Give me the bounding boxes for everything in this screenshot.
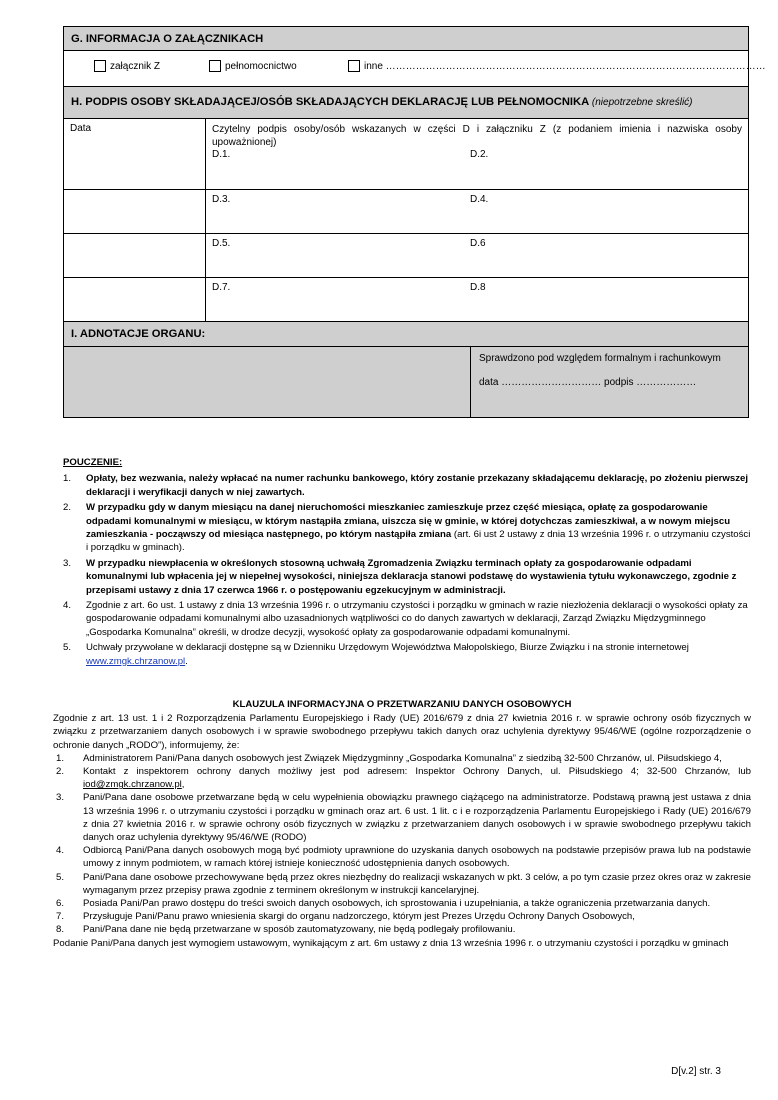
item-text: Przysługuje Pani/Panu prawo wniesienia skargi do organu nadzorczego, którym jest Prezes Urzędu Ochrony Danych Osobowych,	[83, 911, 635, 923]
other-label: inne ……………………………………………………………………………………………………	[364, 60, 766, 72]
item-number: 6.	[56, 898, 65, 910]
field-d5: D.5.	[212, 238, 231, 249]
item-number: 3.	[63, 557, 72, 569]
field-d6: D.6	[470, 238, 486, 249]
item-text: Posiada Pani/Pan prawo dostępu do treści swoich danych osobowych, ich sprostowania i uzupełniania, a także ograniczenia przetwarzania danych.	[83, 898, 711, 910]
section-g-header	[64, 27, 749, 51]
item-text: Administratorem Pani/Pana danych osobowych jest Związek Międzygminny „Gospodarka Komunalna” z siedzibą 32-500 Chrzanów, ul. Piłsudskiego 4,	[83, 752, 722, 764]
clause-item-2	[53, 765, 751, 791]
declaration-form-table	[63, 26, 766, 418]
item-number: 5.	[63, 642, 72, 654]
authority-check-cell[interactable]	[471, 347, 749, 418]
item-number: 5.	[56, 871, 65, 883]
item-text: Zgodnie z art. 6o ust. 1 ustawy z dnia 13 września 1996 r. o utrzymaniu czystości i porządku w gminach w razie niezłożenia deklaracji o wysokości opłaty za gospodarowanie odpadami komunalnymi albo uzasadnionych wątpliwości co do danych zawartych w deklaracji, Zarząd Związku Międzygminnego „Gospodarka Komunalna” określi, w drodze decyzji, wysokość opłaty za gospodarowanie odpadami komunalnymi.	[86, 600, 748, 638]
clause-item-5	[53, 871, 751, 897]
section-h-note: (niepotrzebne skreślić)	[591, 97, 693, 108]
checked-statement: Sprawdzono pod względem formalnym i rachunkowym	[479, 353, 721, 364]
privacy-clause-section	[53, 698, 751, 950]
signature-cell-2[interactable]	[206, 190, 749, 234]
checkbox-box[interactable]	[94, 60, 106, 72]
checkbox-box[interactable]	[209, 60, 221, 72]
item-text: Pani/Pana dane osobowe przechowywane będą przez okres niezbędny do realizacji wskazanych w pkt. 3 celów, a po tym czasie przez okres oraz w zakresie wymaganym przez przepisy prawa zgodnie z terminem określonym w instrukcji kancelaryjnej.	[83, 871, 751, 896]
instructions-title: POUCZENIE:	[63, 457, 123, 468]
page-footer: D[v.2] str. 3	[671, 1066, 721, 1077]
instructions-section	[63, 456, 751, 670]
item-text-bold: W przypadku niewpłacenia w określonych stosowną uchwałą Zgromadzenia Związku terminach opłaty za gospodarowanie odpadami komunalnymi lub wpłacenia jej w niepełnej wysokości, niniejsza deklaracja stanowi podstawę do wystawienia tytułu wykonawczego, zgodnie z przepisami ustawy z dnia 17 czerwca 1966 r. o postępowaniu egzekucyjnym w administracji.	[86, 557, 737, 596]
section-h-title: H. PODPIS OSOBY SKŁADAJĄCEJ/OSÓB SKŁADAJĄCYCH DEKLARACJĘ LUB PEŁNOMOCNIKA	[71, 96, 589, 108]
item-text-bold: W przypadku gdy w danym miesiącu na danej nieruchomości mieszkaniec zamieszkuje przez część miesiąca, opłatę za gospodarowanie odpadami komunalnymi w miesiącu, w którym nastąpiła zmiana, uiszcza się w gminie, w której dotychczas zamieszkiwał, a w nowym miejscu zamieszkania - począwszy od miesiąca następnego, po którym nastąpiła zmiana	[86, 502, 731, 541]
item-number: 2.	[63, 502, 72, 514]
power-of-attorney-label: pełnomocnictwo	[225, 60, 297, 72]
power-of-attorney-checkbox[interactable]	[209, 60, 297, 72]
item-text: (art. 6i ust 2 ustawy z dnia 13 września 1996 r. o utrzymaniu czystości i porządku w gminach).	[86, 529, 751, 554]
item-number: 2.	[56, 766, 65, 778]
privacy-clause-closing: Podanie Pani/Pana danych jest wymogiem ustawowym, wynikającym z art. 6m ustawy z dnia 13 września 1996 r. o utrzymaniu czystości i porządku w gminach	[53, 937, 729, 949]
attachment-z-checkbox[interactable]	[94, 60, 160, 72]
checkbox-box[interactable]	[348, 60, 360, 72]
item-text: Kontakt z inspektorem ochrony danych możliwy jest pod adresem: Inspektor Ochrony Danych, ul. Piłsudskiego 4; 32-500 Chrzanów, lub	[83, 766, 751, 778]
field-d3: D.3.	[212, 194, 231, 205]
date-label: Data	[70, 123, 92, 134]
field-d2: D.2.	[470, 149, 489, 160]
link-suffix: .	[185, 655, 188, 667]
item-number: 4.	[63, 600, 72, 612]
authority-notes-area	[64, 347, 471, 418]
item-number: 4.	[56, 845, 65, 857]
attachment-z-label: załącznik Z	[110, 60, 161, 72]
section-i-title: I. ADNOTACJE ORGANU:	[71, 328, 206, 340]
instruction-item-4	[63, 599, 751, 639]
signature-instructions: Czytelny podpis osoby/osób wskazanych w części D i załączniku Z (z podaniem imienia i nazwiska osoby upoważnionej)	[212, 124, 742, 148]
section-i-header	[64, 322, 749, 347]
item-number: 1.	[63, 473, 72, 485]
instruction-item-5	[63, 641, 751, 668]
instruction-item-3	[63, 557, 751, 597]
section-g-options	[64, 51, 766, 87]
clause-item-8	[53, 923, 751, 936]
date-cell[interactable]	[64, 119, 206, 190]
website-link[interactable]: www.zmgk.chrzanow.pl	[86, 655, 186, 667]
item-number: 1.	[56, 752, 65, 764]
iod-email-link[interactable]: iod@zmgk.chrzanow.pl	[83, 779, 182, 791]
privacy-clause-intro: Zgodnie z art. 13 ust. 1 i 2 Rozporządzenia Parlamentu Europejskiego i Rady (UE) 2016/679 z dnia 27 kwietnia 2016 r. w sprawie ochrony osób fizycznych w związku z przetwarzaniem danych osobowych i w sprawie swobodnego przepływu takich danych oraz uchylenia dyrektywy 95/46/WE (ogólne rozporządzenie o ochronie danych „RODO”), informujemy, że:	[53, 713, 751, 751]
field-d7: D.7.	[212, 282, 231, 293]
section-g-title: G. INFORMACJA O ZAŁĄCZNIKACH	[71, 33, 264, 45]
date-signature-line: data ………………………… podpis ………………	[479, 377, 697, 388]
field-d1: D.1.	[212, 149, 231, 160]
date-cell-3[interactable]	[64, 234, 206, 278]
date-cell-4[interactable]	[64, 278, 206, 322]
other-checkbox[interactable]	[348, 60, 766, 72]
item-text-bold: Opłaty, bez wezwania, należy wpłacać na numer rachunku bankowego, który zostanie przekazany składającemu deklarację, po złożeniu pierwszej deklaracji i weryfikacji danych w niej zawartych.	[86, 473, 749, 498]
item-text: Odbiorcą Pani/Pana danych osobowych mogą być podmioty uprawnione do uzyskania danych osobowych na podstawie przepisów prawa lub na podstawie umowy z innym podmiotem, w ramach której istnieje konieczność udostępnienia danych osobowych.	[83, 845, 751, 870]
date-cell-2[interactable]	[64, 190, 206, 234]
signature-cell-1[interactable]	[206, 119, 749, 190]
clause-item-1	[53, 752, 751, 765]
privacy-clause-title: KLAUZULA INFORMACYJNA O PRZETWARZANIU DANYCH OSOBOWYCH	[232, 699, 572, 710]
item-number: 7.	[56, 911, 65, 923]
item-text: Pani/Pana dane osobowe przetwarzane będą w celu wypełnienia obowiązku prawnego ciążącego na administratorze. Podstawą prawną jest ustawa z dnia 13 września 1996 r. o utrzymaniu czystości i porządku w gminach oraz art. 6 ust. 1 lit. c i e rozporządzenia Parlamentu Europejskiego i Rady (UE) 2016/679 z dnia 27 kwietnia 2016 r. w sprawie ochrony osób fizycznych w związku z przetwarzaniem danych osobowych i w sprawie swobodnego przepływu takich danych oraz uchylenia dyrektywy 95/46/WE (RODO)	[83, 792, 751, 844]
item-text: Pani/Pana dane nie będą przetwarzane w sposób zautomatyzowany, nie będą podlegały profilowaniu.	[83, 924, 516, 936]
clause-item-4	[53, 844, 751, 870]
instruction-item-1	[63, 472, 751, 499]
clause-item-7	[53, 910, 751, 923]
field-d4: D.4.	[470, 194, 489, 205]
clause-item-3	[53, 791, 751, 844]
section-h-header	[64, 87, 749, 119]
email-suffix: ,	[181, 779, 185, 791]
signature-cell-4[interactable]	[206, 278, 749, 322]
instruction-item-2	[63, 501, 751, 555]
item-number: 3.	[56, 792, 65, 804]
signature-cell-3[interactable]	[206, 234, 749, 278]
field-d8: D.8	[470, 282, 486, 293]
clause-item-6	[53, 897, 751, 910]
item-number: 8.	[56, 924, 65, 936]
item-text: Uchwały przywołane w deklaracji dostępne są w Dzienniku Urzędowym Województwa Małopolskiego, Biurze Związku i na stronie internetowej	[86, 642, 689, 654]
